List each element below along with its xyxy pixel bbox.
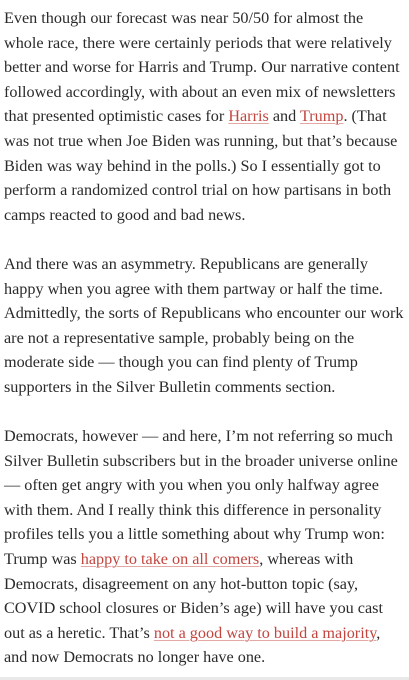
article-body	[4, 6, 404, 670]
link-harris[interactable]: Harris	[228, 107, 269, 126]
paragraph-text: , and now Democrats no longer have one.	[4, 623, 381, 667]
paragraph-democrats	[4, 424, 404, 670]
link-not-a-good-way-to-build-a-majority[interactable]: not a good way to build a majority	[153, 623, 377, 642]
paragraph-forecast	[4, 6, 404, 227]
paragraph-text: Even though our forecast was near 50/50 for almost the whole race, there were certainly periods that were relatively better and worse for Harris and Trump. Our narrative content followed accordingly, with about an even mix of newsletters that presented optimistic cases for	[4, 9, 400, 126]
paragraph-text: , whereas with Democrats, disagreement on any hot-button topic (say, COVID school closures or Biden’s age) will have you cast out as a heretic. That’s	[4, 550, 383, 642]
link-happy-to-take-on-all-comers[interactable]: happy to take on all comers	[80, 550, 260, 569]
paragraph-text: and	[268, 107, 300, 126]
paragraph-text: Democrats, however — and here, I’m not referring so much Silver Bulletin subscribers but in the broader universe online — often get angry with you when you only halfway agree with them. And I really think this difference in personality profiles tells you a little something about why Trump won: Trump was	[4, 427, 398, 569]
paragraph-text: . (That was not true when Joe Biden was running, but that’s because Biden was way behind in the polls.) So I essentially got to perform a randomized control trial on how partisans in both camps reacted to good and bad news.	[4, 107, 398, 224]
link-trump[interactable]: Trump	[299, 107, 344, 126]
paragraph-text: And there was an asymmetry. Republicans are generally happy when you agree with them partway or half the time. Admittedly, the sorts of Republicans who encounter our work are not a representative sample, probably being on the moderate side — though you can find plenty of Trump supporters in the Silver Bulletin comments section.	[4, 254, 404, 396]
paragraph-asymmetry	[4, 252, 404, 400]
